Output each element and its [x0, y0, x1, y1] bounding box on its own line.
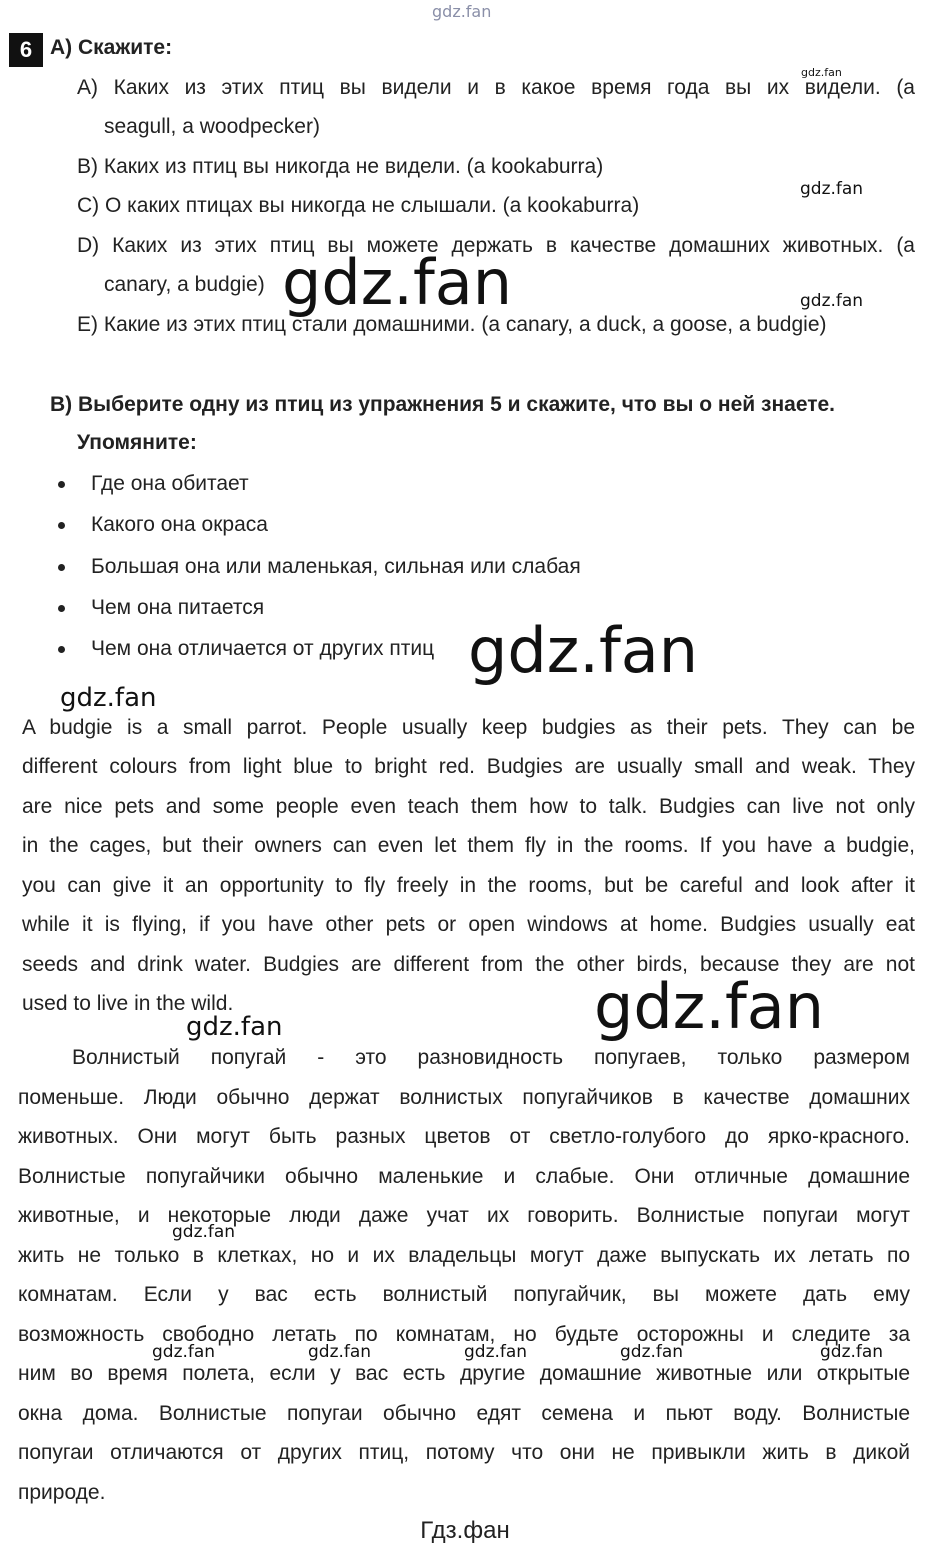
section-a-item-a-line2: seagull, a woodpecker)	[104, 115, 320, 138]
section-a-heading: A) Скажите:	[50, 36, 173, 59]
section-b-subheading: Упомяните:	[77, 431, 197, 454]
watermark: gdz.fan	[594, 970, 825, 1043]
russian-line: животных. Они могут быть разных цветов от светло-голубого до ярко-красного.	[18, 1125, 910, 1148]
english-line: are nice pets and some people even teach them how to talk. Budgies can live not only	[22, 795, 915, 818]
bullet-dot	[58, 605, 65, 612]
russian-line: жить не только в клетках, но и их владельцы могут даже выпускать их летать по	[18, 1244, 910, 1267]
russian-line: возможность свободно летать по комнатам, но будьте осторожны и следите за	[18, 1323, 910, 1346]
bullet-dot	[58, 481, 65, 488]
exercise-number-badge: 6	[9, 33, 43, 67]
russian-line: поменьше. Люди обычно держат волнистых попугайчиков в качестве домашних	[18, 1086, 910, 1109]
watermark: gdz.fan	[801, 66, 842, 79]
section-b-heading: B) Выберите одну из птиц из упражнения 5 и скажите, что вы о ней знаете.	[50, 393, 836, 416]
watermark: gdz.fan	[800, 291, 864, 311]
russian-line: Волнистый попугай - это разновидность попугаев, только размером	[72, 1046, 910, 1069]
english-line: seeds and drink water. Budgies are different from the other birds, because they are not	[22, 953, 915, 976]
watermark: gdz.fan	[60, 683, 157, 713]
english-line: different colours from light blue to bright red. Budgies are usually small and weak. They	[22, 755, 915, 778]
russian-line: животные, и некоторые люди даже учат их говорить. Волнистые попугаи могут	[18, 1204, 910, 1227]
russian-line: Волнистые попугайчики обычно маленькие и слабые. Они отличные домашние	[18, 1165, 910, 1188]
watermark: gdz.fan	[620, 1342, 684, 1362]
bullet-item-food: Чем она питается	[91, 596, 265, 619]
bullet-dot	[58, 564, 65, 571]
english-line: you can give it an opportunity to fly freely in the rooms, but be careful and look after it	[22, 874, 915, 897]
section-a-item-d-line2: canary, a budgie)	[104, 273, 265, 296]
english-line: A budgie is a small parrot. People usually keep budgies as their pets. They can be	[22, 716, 915, 739]
section-a-item-a-line1: A) Каких из этих птиц вы видели и в какое время года вы их видели. (a	[77, 76, 915, 99]
bullet-dot	[58, 522, 65, 529]
watermark: gdz.fan	[152, 1342, 216, 1362]
section-a-item-b: B) Каких из птиц вы никогда не видели. (a kookaburra)	[77, 155, 604, 178]
watermark: gdz.fan	[172, 1222, 236, 1242]
section-a-item-c: C) О каких птицах вы никогда не слышали. (a kookaburra)	[77, 194, 640, 217]
bullet-item-difference: Чем она отличается от других птиц	[91, 637, 435, 660]
watermark-top: gdz.fan	[432, 2, 492, 21]
english-line: while it is flying, if you have other pets or open windows at home. Budgies usually eat	[22, 913, 915, 936]
russian-line: попугаи отличаются от других птиц, потому что они не привыкли жить в дикой	[18, 1441, 910, 1464]
page-footer: Гдз.фан	[420, 1517, 510, 1544]
english-line: in the cages, but their owners can even let them fly in the rooms. If you have a budgie,	[22, 834, 915, 857]
section-a-item-e: E) Какие из этих птиц стали домашними. (a canary, a duck, a goose, a budgie)	[77, 313, 827, 336]
bullet-item-colour: Какого она окраса	[91, 513, 268, 536]
watermark: gdz.fan	[820, 1342, 884, 1362]
bullet-item-size: Большая она или маленькая, сильная или слабая	[91, 555, 581, 578]
watermark: gdz.fan	[800, 179, 864, 199]
bullet-item-habitat: Где она обитает	[91, 472, 249, 495]
watermark: gdz.fan	[308, 1342, 372, 1362]
russian-line: ним во время полета, если у вас есть другие домашние животные или открытые	[18, 1362, 910, 1385]
watermark: gdz.fan	[468, 614, 699, 687]
russian-line: природе.	[18, 1481, 106, 1504]
russian-line: окна дома. Волнистые попугаи обычно едят семена и пьют воду. Волнистые	[18, 1402, 910, 1425]
english-line: used to live in the wild.	[22, 992, 234, 1015]
section-a-item-d-line1: D) Каких из этих птиц вы можете держать в качестве домашних животных. (a	[77, 234, 915, 257]
watermark: gdz.fan	[464, 1342, 528, 1362]
bullet-dot	[58, 646, 65, 653]
russian-line: комнатам. Если у вас есть волнистый попугайчик, вы можете дать ему	[18, 1283, 910, 1306]
watermark: gdz.fan	[282, 246, 513, 319]
watermark: gdz.fan	[186, 1012, 283, 1042]
